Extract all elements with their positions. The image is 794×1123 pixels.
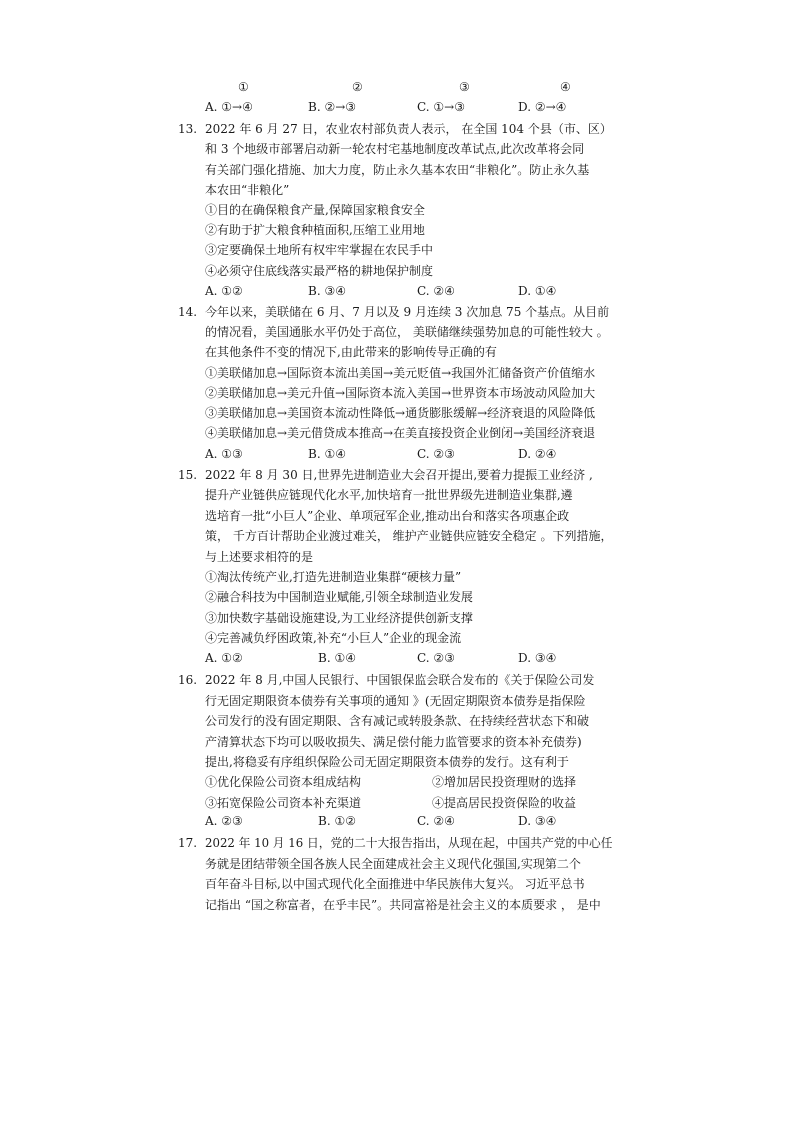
question-stem-line: 行无固定期限资本债券有关事项的通知 》(无固定期限资本债券是指保险 — [205, 694, 586, 708]
question-stem-line: 产清算状态下均可以吸收损失、满足偿付能力监管要求的资本补充债券) — [205, 735, 582, 749]
q16-options — [0, 813, 794, 829]
option-b: B. ②→③ — [308, 100, 357, 114]
statement-item: ④完善减负纾困政策,补充“小巨人”企业的现金流 — [205, 631, 462, 645]
question-stem-line: 务就是团结带领全国各族人民全面建成社会主义现代化强国,实现第二个 — [205, 857, 581, 871]
statement-item: ④美联储加息→美元借贷成本推高→在美直接投资企业倒闭→美国经济衰退 — [205, 426, 596, 440]
option-c: C. ②④ — [417, 284, 455, 298]
option-b: B. ③④ — [308, 284, 346, 298]
option-d: D. ①④ — [518, 284, 557, 298]
statement-item: ④必须守住底线落实最严格的耕地保护制度 — [205, 264, 434, 278]
header-mark: ③ — [459, 80, 470, 94]
question-stem-line: 记指出 “国之称富者，在乎丰民”。共同富裕是社会主义的本质要求 ， 是中 — [205, 898, 601, 912]
option-b: B. ①② — [318, 814, 356, 828]
statement-item: ④提高居民投资保险的收益 — [432, 796, 577, 810]
option-c: C. ②③ — [417, 651, 455, 665]
question-stem-line: 在其他条件不变的情况下,由此带来的影响传导正确的有 — [205, 345, 497, 359]
option-c: C. ②③ — [417, 447, 455, 461]
option-b: B. ①④ — [318, 651, 356, 665]
option-a: A. ②③ — [205, 814, 243, 828]
statement-item: ②融合科技为中国制造业赋能,引领全球制造业发展 — [205, 590, 473, 604]
option-d: D. ②④ — [518, 447, 557, 461]
option-b: B. ①④ — [308, 447, 346, 461]
statement-item: ①目的在确保粮食产量,保障国家粮食安全 — [205, 203, 425, 217]
q14-options — [0, 446, 794, 462]
q16-items-row1 — [0, 774, 794, 790]
question-stem-line: 2022 年 8 月 30 日,世界先进制造业大会召开提出,要着力提振工业经济 , — [205, 468, 593, 482]
question-stem-line: 策， 千方百计帮助企业渡过难关， 维护产业链供应链安全稳定 。下列措施， — [205, 529, 613, 543]
q13-options — [0, 283, 794, 299]
question-number: 15. — [178, 468, 198, 482]
q16-items-row2 — [0, 795, 794, 811]
statement-item: ③美联储加息→美国资本流动性降低→通货膨胀缓解→经济衰退的风险降低 — [205, 406, 596, 420]
question-stem-line: 的情况看，美国通胀水平仍处于高位， 美联储继续强势加息的可能性较大 。 — [205, 325, 609, 339]
q12-header-marks — [0, 79, 794, 95]
question-number: 13. — [178, 122, 198, 136]
statement-item: ①美联储加息→国际资本流出美国→美元贬值→我国外汇储备资产价值缩水 — [205, 366, 596, 380]
option-c: C. ②④ — [417, 814, 455, 828]
question-stem-line: 本农田“非粮化” — [205, 183, 290, 197]
header-mark: ① — [238, 80, 249, 94]
question-stem-line: 百年奋斗目标,以中国式现代化全面推进中华民族伟大复兴。 习近平总书 — [205, 877, 585, 891]
question-stem-line: 2022 年 8 月,中国人民银行、中国银保监会联合发布的《关于保险公司发 — [205, 673, 595, 687]
question-stem-line: 选培育一批“小巨人”企业、单项冠军企业,推动出台和落实各项惠企政 — [205, 509, 570, 523]
statement-item: ②有助于扩大粮食种植面积,压缩工业用地 — [205, 223, 425, 237]
question-number: 16. — [178, 673, 198, 687]
statement-item: ①优化保险公司资本组成结构 — [205, 775, 362, 789]
option-a: A. ①② — [205, 651, 243, 665]
question-stem-line: 和 3 个地级市部署启动新一轮农村宅基地制度改革试点,此次改革将会同 — [205, 142, 585, 156]
statement-item: ③拓宽保险公司资本补充渠道 — [205, 796, 362, 810]
question-number: 14. — [178, 305, 198, 319]
statement-item: ①淘汰传统产业,打造先进制造业集群“硬核力量” — [205, 570, 462, 584]
question-number: 17. — [178, 836, 198, 850]
question-stem-line: 2022 年 10 月 16 日，党的二十大报告指出，从现在起，中国共产党的中心任 — [205, 836, 613, 850]
q12-options — [0, 99, 794, 115]
question-stem-line: 今年以来，美联储在 6 月、7 月以及 9 月连续 3 次加息 75 个基点。从目前 — [205, 305, 610, 319]
statement-item: ②增加居民投资理财的选择 — [432, 775, 577, 789]
statement-item: ③加快数字基础设施建设,为工业经济提供创新支撑 — [205, 611, 473, 625]
header-mark: ④ — [560, 80, 571, 94]
option-a: A. ①→④ — [205, 100, 253, 114]
statement-item: ②美联储加息→美元升值→国际资本流入美国→世界资本市场波动风险加大 — [205, 386, 596, 400]
option-d: D. ③④ — [518, 814, 557, 828]
q15-options — [0, 650, 794, 666]
header-mark: ② — [352, 80, 363, 94]
option-c: C. ①→③ — [417, 100, 465, 114]
option-d: D. ③④ — [518, 651, 557, 665]
question-stem-line: 与上述要求相符的是 — [205, 550, 314, 564]
question-stem-line: 2022 年 6 月 27 日，农业农村部负责人表示， 在全国 104 个县（市、区） — [205, 122, 612, 136]
question-stem-line: 有关部门强化措施、加大力度，防止永久基本农田“非粮化”。防止永久基 — [205, 163, 590, 177]
option-a: A. ①③ — [205, 447, 243, 461]
statement-item: ③定要确保土地所有权牢牢掌握在农民手中 — [205, 243, 434, 257]
question-stem-line: 公司发行的没有固定期限、含有减记或转股条款、在持续经营状态下和破 — [205, 714, 590, 728]
question-stem-line: 提出,将稳妥有序组织保险公司无固定期限资本债券的发行。这有利于 — [205, 755, 569, 769]
option-d: D. ②→④ — [518, 100, 567, 114]
question-stem-line: 提升产业链供应链现代化水平,加快培育一批世界级先进制造业集群,遴 — [205, 488, 573, 502]
option-a: A. ①② — [205, 284, 243, 298]
